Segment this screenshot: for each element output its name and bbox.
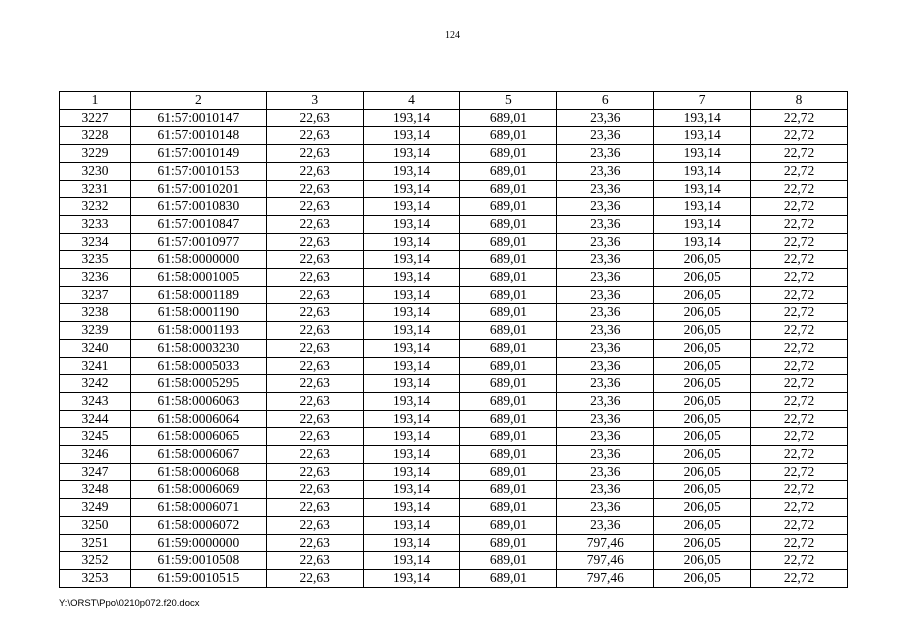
table-cell: 193,14 bbox=[363, 375, 460, 393]
table-cell: 61:57:0010148 bbox=[130, 127, 266, 145]
table-cell: 206,05 bbox=[654, 269, 751, 287]
table-cell: 23,36 bbox=[557, 145, 654, 163]
table-cell: 689,01 bbox=[460, 552, 557, 570]
table-cell: 23,36 bbox=[557, 251, 654, 269]
table-cell: 193,14 bbox=[363, 127, 460, 145]
table-cell: 193,14 bbox=[363, 516, 460, 534]
table-cell: 3242 bbox=[60, 375, 131, 393]
table-cell: 689,01 bbox=[460, 269, 557, 287]
table-cell: 689,01 bbox=[460, 339, 557, 357]
table-cell: 193,14 bbox=[363, 463, 460, 481]
table-cell: 22,72 bbox=[751, 481, 848, 499]
table-row bbox=[60, 428, 848, 446]
table-cell: 3234 bbox=[60, 233, 131, 251]
table-cell: 22,63 bbox=[266, 322, 363, 340]
table-cell: 22,72 bbox=[751, 410, 848, 428]
table-cell: 22,72 bbox=[751, 375, 848, 393]
table-cell: 3233 bbox=[60, 215, 131, 233]
table-cell: 3228 bbox=[60, 127, 131, 145]
table-cell: 61:58:0003230 bbox=[130, 339, 266, 357]
table-cell: 22,72 bbox=[751, 304, 848, 322]
page-number: 124 bbox=[445, 30, 460, 41]
table-cell: 22,63 bbox=[266, 269, 363, 287]
table-cell: 22,63 bbox=[266, 410, 363, 428]
table-cell: 193,14 bbox=[363, 286, 460, 304]
table-cell: 22,63 bbox=[266, 127, 363, 145]
table-cell: 193,14 bbox=[363, 145, 460, 163]
table-cell: 206,05 bbox=[654, 569, 751, 587]
table-cell: 689,01 bbox=[460, 569, 557, 587]
table-cell: 22,63 bbox=[266, 357, 363, 375]
table-cell: 22,72 bbox=[751, 322, 848, 340]
table-row bbox=[60, 569, 848, 587]
table-row bbox=[60, 198, 848, 216]
table-cell: 689,01 bbox=[460, 322, 557, 340]
table-cell: 3250 bbox=[60, 516, 131, 534]
table-cell: 22,63 bbox=[266, 534, 363, 552]
table-cell: 193,14 bbox=[363, 569, 460, 587]
table-cell: 23,36 bbox=[557, 339, 654, 357]
table-cell: 689,01 bbox=[460, 251, 557, 269]
table-cell: 3240 bbox=[60, 339, 131, 357]
table-row bbox=[60, 339, 848, 357]
table-cell: 193,14 bbox=[363, 446, 460, 464]
table-cell: 689,01 bbox=[460, 516, 557, 534]
column-header: 5 bbox=[460, 92, 557, 110]
table-cell: 22,72 bbox=[751, 534, 848, 552]
table-cell: 206,05 bbox=[654, 357, 751, 375]
table-cell: 61:57:0010147 bbox=[130, 109, 266, 127]
table-cell: 61:58:0001193 bbox=[130, 322, 266, 340]
table-cell: 3237 bbox=[60, 286, 131, 304]
table-cell: 22,72 bbox=[751, 180, 848, 198]
table-cell: 193,14 bbox=[363, 499, 460, 517]
table-row bbox=[60, 180, 848, 198]
table-cell: 23,36 bbox=[557, 127, 654, 145]
table-cell: 193,14 bbox=[363, 534, 460, 552]
table-cell: 193,14 bbox=[654, 198, 751, 216]
table-cell: 3239 bbox=[60, 322, 131, 340]
table-cell: 22,72 bbox=[751, 499, 848, 517]
table-cell: 22,63 bbox=[266, 499, 363, 517]
table-cell: 61:59:0000000 bbox=[130, 534, 266, 552]
table-cell: 689,01 bbox=[460, 499, 557, 517]
table-cell: 3230 bbox=[60, 162, 131, 180]
table-cell: 3251 bbox=[60, 534, 131, 552]
table-cell: 22,72 bbox=[751, 109, 848, 127]
table-cell: 23,36 bbox=[557, 109, 654, 127]
table-cell: 22,63 bbox=[266, 145, 363, 163]
table-cell: 193,14 bbox=[363, 304, 460, 322]
table-cell: 3231 bbox=[60, 180, 131, 198]
table-cell: 22,63 bbox=[266, 198, 363, 216]
table-cell: 22,63 bbox=[266, 516, 363, 534]
table-cell: 22,63 bbox=[266, 180, 363, 198]
table-cell: 23,36 bbox=[557, 375, 654, 393]
table-cell: 193,14 bbox=[363, 357, 460, 375]
table-cell: 61:58:0006068 bbox=[130, 463, 266, 481]
table-cell: 206,05 bbox=[654, 428, 751, 446]
table-cell: 206,05 bbox=[654, 499, 751, 517]
table-cell: 206,05 bbox=[654, 463, 751, 481]
table-row bbox=[60, 499, 848, 517]
table-cell: 23,36 bbox=[557, 286, 654, 304]
table-cell: 206,05 bbox=[654, 339, 751, 357]
table-cell: 797,46 bbox=[557, 534, 654, 552]
table-cell: 22,72 bbox=[751, 145, 848, 163]
table-cell: 3253 bbox=[60, 569, 131, 587]
table-cell: 61:58:0006069 bbox=[130, 481, 266, 499]
table-cell: 61:58:0005033 bbox=[130, 357, 266, 375]
table-cell: 193,14 bbox=[654, 215, 751, 233]
table-row bbox=[60, 269, 848, 287]
table-cell: 23,36 bbox=[557, 392, 654, 410]
table-cell: 206,05 bbox=[654, 410, 751, 428]
table-row bbox=[60, 127, 848, 145]
table-cell: 206,05 bbox=[654, 516, 751, 534]
table-cell: 22,72 bbox=[751, 215, 848, 233]
table-cell: 23,36 bbox=[557, 322, 654, 340]
table-row bbox=[60, 286, 848, 304]
table-cell: 22,72 bbox=[751, 552, 848, 570]
column-header: 7 bbox=[654, 92, 751, 110]
table-row bbox=[60, 463, 848, 481]
column-header: 3 bbox=[266, 92, 363, 110]
table-cell: 797,46 bbox=[557, 569, 654, 587]
table-cell: 22,72 bbox=[751, 463, 848, 481]
table-cell: 61:58:0006065 bbox=[130, 428, 266, 446]
table-cell: 689,01 bbox=[460, 109, 557, 127]
table-cell: 61:57:0010149 bbox=[130, 145, 266, 163]
table-cell: 22,72 bbox=[751, 162, 848, 180]
table-cell: 23,36 bbox=[557, 233, 654, 251]
footer-file-path: Y:\ORST\Ppo\0210p072.f20.docx bbox=[59, 598, 200, 609]
column-header: 8 bbox=[751, 92, 848, 110]
table-cell: 3232 bbox=[60, 198, 131, 216]
table-cell: 22,63 bbox=[266, 286, 363, 304]
table-cell: 22,72 bbox=[751, 392, 848, 410]
table-cell: 193,14 bbox=[363, 109, 460, 127]
table-cell: 22,72 bbox=[751, 446, 848, 464]
table-cell: 22,63 bbox=[266, 304, 363, 322]
data-table bbox=[59, 91, 848, 588]
table-cell: 193,14 bbox=[363, 481, 460, 499]
table-cell: 61:57:0010153 bbox=[130, 162, 266, 180]
table-cell: 22,63 bbox=[266, 463, 363, 481]
table-cell: 23,36 bbox=[557, 357, 654, 375]
table-cell: 206,05 bbox=[654, 304, 751, 322]
table-cell: 689,01 bbox=[460, 481, 557, 499]
table-cell: 22,63 bbox=[266, 481, 363, 499]
table-cell: 206,05 bbox=[654, 322, 751, 340]
table-cell: 22,72 bbox=[751, 428, 848, 446]
table-cell: 22,72 bbox=[751, 357, 848, 375]
table-cell: 22,63 bbox=[266, 339, 363, 357]
table-cell: 193,14 bbox=[363, 428, 460, 446]
table-cell: 193,14 bbox=[363, 233, 460, 251]
table-cell: 3229 bbox=[60, 145, 131, 163]
table-row bbox=[60, 145, 848, 163]
table-cell: 689,01 bbox=[460, 428, 557, 446]
table-cell: 689,01 bbox=[460, 286, 557, 304]
table-cell: 689,01 bbox=[460, 233, 557, 251]
table-cell: 797,46 bbox=[557, 552, 654, 570]
table-cell: 3252 bbox=[60, 552, 131, 570]
table-row bbox=[60, 481, 848, 499]
table-cell: 61:58:0000000 bbox=[130, 251, 266, 269]
table-row bbox=[60, 375, 848, 393]
table-cell: 193,14 bbox=[654, 233, 751, 251]
table-cell: 206,05 bbox=[654, 552, 751, 570]
table-cell: 23,36 bbox=[557, 446, 654, 464]
table-cell: 22,63 bbox=[266, 552, 363, 570]
table-cell: 206,05 bbox=[654, 375, 751, 393]
table-cell: 193,14 bbox=[654, 145, 751, 163]
table-row bbox=[60, 304, 848, 322]
column-header: 2 bbox=[130, 92, 266, 110]
table-cell: 23,36 bbox=[557, 269, 654, 287]
table-cell: 689,01 bbox=[460, 534, 557, 552]
table-row bbox=[60, 516, 848, 534]
table-cell: 3236 bbox=[60, 269, 131, 287]
table-cell: 3249 bbox=[60, 499, 131, 517]
table-cell: 22,72 bbox=[751, 286, 848, 304]
table-cell: 61:59:0010515 bbox=[130, 569, 266, 587]
table-cell: 23,36 bbox=[557, 499, 654, 517]
table-header-row bbox=[60, 92, 848, 110]
table-cell: 193,14 bbox=[363, 322, 460, 340]
table-cell: 23,36 bbox=[557, 198, 654, 216]
table-cell: 23,36 bbox=[557, 162, 654, 180]
table-cell: 22,72 bbox=[751, 516, 848, 534]
table-cell: 3247 bbox=[60, 463, 131, 481]
table-row bbox=[60, 446, 848, 464]
table-cell: 3243 bbox=[60, 392, 131, 410]
table-cell: 22,72 bbox=[751, 198, 848, 216]
column-header: 4 bbox=[363, 92, 460, 110]
table-cell: 3248 bbox=[60, 481, 131, 499]
table-row bbox=[60, 322, 848, 340]
table-cell: 61:58:0001189 bbox=[130, 286, 266, 304]
table-cell: 3246 bbox=[60, 446, 131, 464]
table-cell: 206,05 bbox=[654, 446, 751, 464]
table-row bbox=[60, 251, 848, 269]
table-cell: 61:58:0001190 bbox=[130, 304, 266, 322]
table-cell: 23,36 bbox=[557, 516, 654, 534]
table-cell: 23,36 bbox=[557, 428, 654, 446]
table-cell: 61:58:0006063 bbox=[130, 392, 266, 410]
table-cell: 23,36 bbox=[557, 304, 654, 322]
table-cell: 61:58:0005295 bbox=[130, 375, 266, 393]
table-cell: 23,36 bbox=[557, 180, 654, 198]
table-cell: 23,36 bbox=[557, 463, 654, 481]
table-cell: 193,14 bbox=[363, 162, 460, 180]
table-cell: 206,05 bbox=[654, 251, 751, 269]
table-cell: 3238 bbox=[60, 304, 131, 322]
table-cell: 206,05 bbox=[654, 481, 751, 499]
table-cell: 22,63 bbox=[266, 392, 363, 410]
table-cell: 22,63 bbox=[266, 109, 363, 127]
table-cell: 193,14 bbox=[363, 215, 460, 233]
table-cell: 61:58:0006064 bbox=[130, 410, 266, 428]
table-cell: 23,36 bbox=[557, 215, 654, 233]
table-cell: 22,72 bbox=[751, 251, 848, 269]
table-cell: 23,36 bbox=[557, 410, 654, 428]
table-cell: 23,36 bbox=[557, 481, 654, 499]
table-cell: 61:57:0010977 bbox=[130, 233, 266, 251]
table-row bbox=[60, 552, 848, 570]
table-cell: 689,01 bbox=[460, 215, 557, 233]
table-cell: 193,14 bbox=[654, 162, 751, 180]
table-cell: 193,14 bbox=[363, 198, 460, 216]
table-cell: 61:58:0006067 bbox=[130, 446, 266, 464]
table-cell: 22,72 bbox=[751, 269, 848, 287]
table-cell: 3245 bbox=[60, 428, 131, 446]
table-row bbox=[60, 410, 848, 428]
table-cell: 22,63 bbox=[266, 569, 363, 587]
table-cell: 22,63 bbox=[266, 251, 363, 269]
table-row bbox=[60, 162, 848, 180]
table-cell: 689,01 bbox=[460, 446, 557, 464]
table-row bbox=[60, 109, 848, 127]
table-row bbox=[60, 357, 848, 375]
table-row bbox=[60, 233, 848, 251]
table-cell: 689,01 bbox=[460, 463, 557, 481]
table-cell: 689,01 bbox=[460, 145, 557, 163]
table-cell: 193,14 bbox=[363, 180, 460, 198]
table-row bbox=[60, 534, 848, 552]
table-cell: 3244 bbox=[60, 410, 131, 428]
table-cell: 193,14 bbox=[363, 392, 460, 410]
table-cell: 206,05 bbox=[654, 286, 751, 304]
table-cell: 689,01 bbox=[460, 162, 557, 180]
table-row bbox=[60, 215, 848, 233]
table-cell: 61:58:0006071 bbox=[130, 499, 266, 517]
table-cell: 193,14 bbox=[654, 127, 751, 145]
table-cell: 689,01 bbox=[460, 375, 557, 393]
table-cell: 193,14 bbox=[654, 109, 751, 127]
table-cell: 193,14 bbox=[363, 339, 460, 357]
table-cell: 22,63 bbox=[266, 428, 363, 446]
table-cell: 689,01 bbox=[460, 410, 557, 428]
column-header: 1 bbox=[60, 92, 131, 110]
table-cell: 689,01 bbox=[460, 304, 557, 322]
table-cell: 61:58:0006072 bbox=[130, 516, 266, 534]
table-body bbox=[60, 109, 848, 587]
table-cell: 3227 bbox=[60, 109, 131, 127]
table-cell: 22,63 bbox=[266, 233, 363, 251]
table-cell: 61:59:0010508 bbox=[130, 552, 266, 570]
column-header: 6 bbox=[557, 92, 654, 110]
table-cell: 689,01 bbox=[460, 180, 557, 198]
table-cell: 61:58:0001005 bbox=[130, 269, 266, 287]
table-cell: 3235 bbox=[60, 251, 131, 269]
table-cell: 206,05 bbox=[654, 392, 751, 410]
table-cell: 61:57:0010201 bbox=[130, 180, 266, 198]
table-cell: 61:57:0010847 bbox=[130, 215, 266, 233]
table-cell: 193,14 bbox=[363, 251, 460, 269]
table-cell: 22,63 bbox=[266, 215, 363, 233]
table-cell: 689,01 bbox=[460, 357, 557, 375]
table-cell: 689,01 bbox=[460, 392, 557, 410]
table-cell: 689,01 bbox=[460, 127, 557, 145]
table-cell: 22,72 bbox=[751, 127, 848, 145]
table-cell: 22,63 bbox=[266, 162, 363, 180]
table-row bbox=[60, 392, 848, 410]
table-cell: 193,14 bbox=[363, 410, 460, 428]
table-cell: 3241 bbox=[60, 357, 131, 375]
table-cell: 689,01 bbox=[460, 198, 557, 216]
table-cell: 193,14 bbox=[363, 552, 460, 570]
table-cell: 193,14 bbox=[363, 269, 460, 287]
table-cell: 61:57:0010830 bbox=[130, 198, 266, 216]
table-cell: 206,05 bbox=[654, 534, 751, 552]
table-cell: 22,72 bbox=[751, 233, 848, 251]
table-cell: 193,14 bbox=[654, 180, 751, 198]
table-cell: 22,72 bbox=[751, 569, 848, 587]
table-cell: 22,63 bbox=[266, 446, 363, 464]
table-cell: 22,72 bbox=[751, 339, 848, 357]
table-cell: 22,63 bbox=[266, 375, 363, 393]
